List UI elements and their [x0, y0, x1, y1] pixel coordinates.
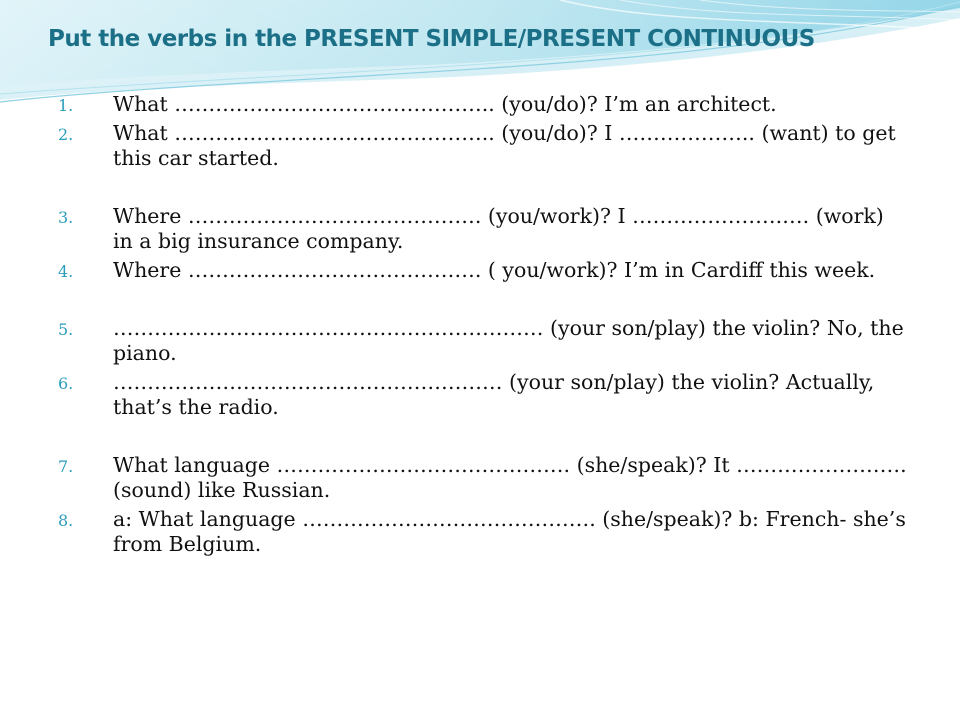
exercise-item-1: [58, 92, 908, 117]
exercise-item-3: [58, 204, 908, 254]
item-number: 1.: [58, 96, 74, 115]
item-number: 6.: [58, 374, 74, 393]
exercise-item-7: [58, 453, 908, 503]
item-number: 5.: [58, 320, 74, 339]
item-text: Where ……………………………………. ( you/work)? I’m in Cardiff this week.: [113, 258, 876, 282]
item-text: a: What language ……………………………………. (she/speak)? b: French- she’s from Belgium.: [113, 507, 906, 556]
item-text: ……………………………………………………… (your son/play) the violin? No, the piano.: [113, 316, 904, 365]
item-number: 4.: [58, 262, 74, 281]
slide-title: Put the verbs in the PRESENT SIMPLE/PRESENT CONTINUOUS: [48, 26, 815, 52]
item-text: What ……………………………………….. (you/do)? I’m an architect.: [113, 92, 777, 116]
item-number: 8.: [58, 511, 74, 530]
item-text: What ……………………………………….. (you/do)? I ……………….. (want) to get this car started.: [113, 121, 896, 170]
exercise-item-6: [58, 370, 908, 420]
exercise-item-2: [58, 121, 908, 171]
item-number: 3.: [58, 208, 74, 227]
exercise-item-4: [58, 258, 908, 283]
item-text: ………………………………………………… (your son/play) the violin? Actually, that’s the radio.: [113, 370, 875, 419]
exercise-list: [58, 92, 908, 557]
exercise-item-8: [58, 507, 908, 557]
item-number: 2.: [58, 125, 74, 144]
exercise-item-5: [58, 316, 908, 366]
item-text: Where ……………………………………. (you/work)? I ………………….…. (work) in a big insurance company.: [113, 204, 884, 253]
item-text: What language ……………………………………. (she/speak)? It ……………………. (sound) like Russian.: [113, 453, 907, 502]
item-number: 7.: [58, 457, 74, 476]
